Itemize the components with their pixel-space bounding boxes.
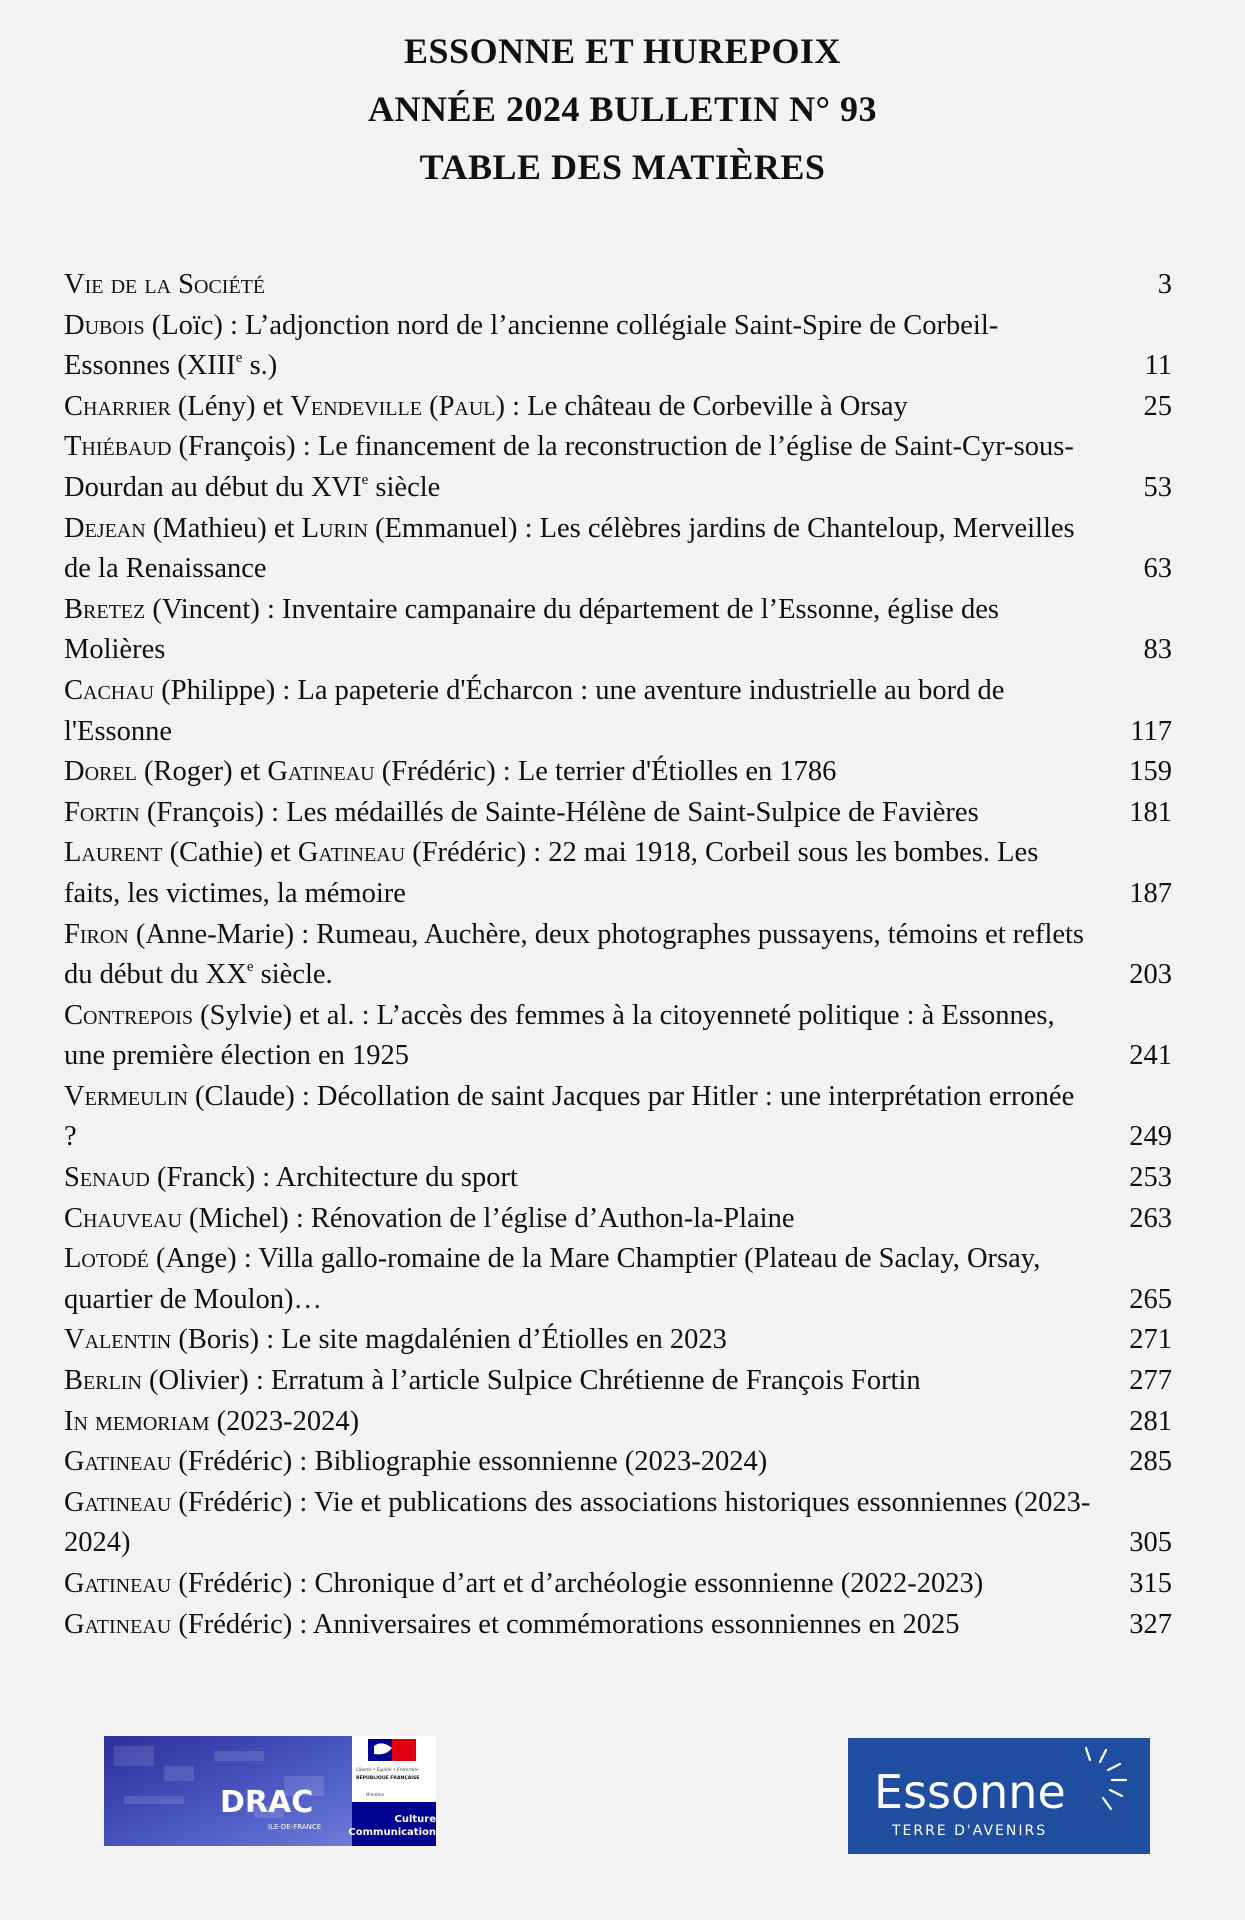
- toc-page-number: 63: [1143, 553, 1172, 585]
- toc-page-number: 187: [1129, 877, 1172, 909]
- toc-entry: [64, 1564, 1172, 1605]
- toc-title-part: (Anne-Marie) : Rumeau, Auchère, deux photographes pussayens, témoins et reflets du début du XX: [64, 918, 1085, 991]
- toc-title-part: (Ange) : Villa gallo-romaine de la Mare Champtier (Plateau de Saclay, Orsay, quartier de Moulon)…: [64, 1243, 1041, 1315]
- toc-author: Firon: [64, 918, 129, 950]
- toc-page-number: 253: [1129, 1162, 1172, 1194]
- drac-ministry: Ministère: [366, 1792, 385, 1797]
- toc-title-part: (Boris) : Le site magdalénien d’Étiolles en 2023: [171, 1324, 727, 1356]
- toc-page-number: 25: [1143, 390, 1172, 422]
- toc-author: Gatineau: [64, 1486, 172, 1518]
- toc-author: Berlin: [64, 1365, 142, 1397]
- toc-page-number: 203: [1129, 959, 1172, 991]
- toc-page-number: 249: [1129, 1121, 1172, 1153]
- toc-page-number: 285: [1129, 1446, 1172, 1478]
- toc-author: Gatineau: [64, 1608, 172, 1640]
- toc-title-part: e: [235, 350, 243, 367]
- toc-entry-text: [64, 671, 1112, 752]
- toc-entry-text: [64, 387, 1112, 428]
- toc-author: Gatineau: [297, 837, 406, 869]
- toc-entry: [64, 1239, 1172, 1320]
- toc-title-part: (François) : Le financement de la reconstruction de l’église de Saint-Cyr-sous-Dourdan au début du XVI: [64, 431, 1074, 503]
- toc-entry: [64, 915, 1172, 996]
- toc-author: Vie de la Société: [64, 269, 266, 300]
- drac-communication: Communication: [348, 1827, 436, 1838]
- toc-entry: [64, 306, 1172, 387]
- toc-entry: [64, 752, 1172, 793]
- toc-page-number: 327: [1129, 1608, 1172, 1640]
- toc-title-part: (Lény) et: [170, 390, 291, 422]
- toc-page-number: 281: [1129, 1405, 1172, 1437]
- toc-entry: [64, 1320, 1172, 1361]
- toc-author: Charrier: [64, 390, 171, 422]
- toc-author: Dejean: [64, 512, 146, 544]
- table-of-contents: [64, 265, 1172, 1645]
- toc-author: Thiébaud: [64, 431, 172, 463]
- toc-entry: [64, 1402, 1172, 1443]
- issue-line: ANNÉE 2024 BULLETIN N° 93: [368, 89, 877, 129]
- toc-entry: [64, 833, 1172, 914]
- toc-entry-text: [64, 833, 1112, 914]
- toc-entry-text: [64, 509, 1112, 590]
- logo-bar: [0, 1736, 1245, 1846]
- toc-author: Bretez: [64, 593, 146, 625]
- drac-wordmark: DRAC: [220, 1785, 314, 1820]
- toc-author: Valentin: [64, 1324, 172, 1356]
- toc-entry-text: [64, 1605, 1112, 1646]
- toc-entry: [64, 1361, 1172, 1402]
- toc-title-part: (Frédéric) : Anniversaires et commémorations essonniennes en 2025: [171, 1608, 960, 1640]
- drac-culture: Culture: [394, 1814, 436, 1825]
- toc-entry-text: [64, 427, 1112, 508]
- toc-entry-text: [64, 306, 1112, 387]
- toc-entry-text: [64, 1077, 1112, 1158]
- toc-entry: [64, 671, 1172, 752]
- toc-page-number: 117: [1130, 715, 1172, 747]
- toc-entry-text: [64, 996, 1112, 1077]
- toc-author: Dorel: [64, 756, 137, 788]
- essonne-wordmark: Essonne: [874, 1765, 1066, 1819]
- essonne-tagline: TERRE D'AVENIRS: [892, 1823, 1048, 1839]
- toc-entry: [64, 1077, 1172, 1158]
- toc-entry: [64, 1605, 1172, 1646]
- toc-author: Chauveau: [64, 1202, 182, 1234]
- toc-title-part: (Philippe) : La papeterie d'Écharcon : une aventure industrielle au bord de l'Essonne: [64, 674, 1005, 747]
- toc-title-part: siècle.: [253, 959, 333, 991]
- toc-entry: [64, 590, 1172, 671]
- toc-title-part: (Claude) : Décollation de saint Jacques par Hitler : une interprétation erronée ?: [64, 1080, 1075, 1153]
- toc-title-part: (Frédéric) : Bibliographie essonnienne (2023-2024): [171, 1446, 768, 1478]
- toc-title-part: (Frédéric) : Vie et publications des associations historiques essonniennes (2023-2024): [64, 1486, 1091, 1559]
- toc-page-number: 263: [1129, 1202, 1172, 1234]
- toc-entry: [64, 996, 1172, 1077]
- toc-page-number: 181: [1129, 796, 1172, 828]
- toc-title-part: (: [421, 390, 439, 422]
- toc-entry-text: [64, 1483, 1112, 1564]
- toc-author: Gatineau: [267, 756, 375, 788]
- toc-author: Paul: [438, 390, 496, 422]
- toc-author: Senaud: [64, 1162, 150, 1194]
- toc-author: In memoriam: [64, 1405, 210, 1437]
- document-header: [0, 22, 1245, 196]
- toc-entry: [64, 793, 1172, 834]
- toc-title-part: (Frédéric) : 22 mai 1918, Corbeil sous les bombes. Les faits, les victimes, la mémoire: [64, 837, 1039, 909]
- toc-page-number: 265: [1129, 1283, 1172, 1315]
- toc-entry-text: [64, 1361, 1112, 1402]
- toc-entry-text: [64, 1158, 1112, 1199]
- toc-title-part: (Mathieu) et: [145, 512, 302, 544]
- toc-page-number: 83: [1143, 634, 1172, 666]
- toc-title-part: s.): [242, 350, 278, 382]
- drac-motto: Liberté • Égalité • Fraternité: [356, 1767, 419, 1772]
- toc-entry-text: [64, 793, 1112, 834]
- toc-author: Dubois: [64, 309, 145, 341]
- toc-title-part: (Emmanuel) : Les célèbres jardins de Chanteloup, Merveilles de la Renaissance: [64, 512, 1075, 585]
- toc-title-part: (François) : Les médaillés de Sainte-Hélène de Saint-Sulpice de Favières: [139, 796, 979, 828]
- toc-entry: [64, 387, 1172, 428]
- toc-title-part: (Frédéric) : Le terrier d'Étiolles en 1786: [374, 756, 837, 788]
- toc-title-part: e: [246, 959, 254, 976]
- toc-entry: [64, 1442, 1172, 1483]
- toc-heading: TABLE DES MATIÈRES: [419, 147, 826, 187]
- toc-entry-text: [64, 1199, 1112, 1240]
- toc-page-number: 305: [1129, 1527, 1172, 1559]
- toc-entry: [64, 265, 1172, 306]
- toc-title-part: (Olivier) : Erratum à l’article Sulpice Chrétienne de François Fortin: [141, 1365, 921, 1397]
- toc-title-part: (Loïc) : L’adjonction nord de l’ancienne collégiale Saint-Spire de Corbeil-Essonnes (XIII: [64, 309, 999, 382]
- toc-page-number: 277: [1129, 1365, 1172, 1397]
- toc-title-part: (Roger) et: [136, 756, 268, 788]
- drac-republic: RÉPUBLIQUE FRANÇAISE: [356, 1776, 420, 1781]
- essonne-logo: [848, 1738, 1150, 1854]
- toc-author: Gatineau: [64, 1568, 172, 1599]
- toc-title-part: (2023-2024): [209, 1405, 360, 1437]
- toc-title-part: (Franck) : Architecture du sport: [149, 1162, 518, 1194]
- toc-page-number: 159: [1129, 756, 1172, 788]
- toc-title-part: (Sylvie) et al. : L’accès des femmes à la citoyenneté politique : à Essonnes, une première élection en 1925: [64, 999, 1055, 1072]
- toc-author: Laurent: [64, 837, 163, 869]
- toc-title-part: (Michel) : Rénovation de l’église d’Authon-la-Plaine: [181, 1202, 795, 1234]
- toc-title-part: siècle: [368, 471, 441, 503]
- toc-entry-text: [64, 590, 1112, 671]
- toc-entry-text: [64, 1402, 1112, 1443]
- toc-entry: [64, 1199, 1172, 1240]
- toc-title-part: (Frédéric) : Chronique d’art et d’archéologie essonnienne (2022-2023): [171, 1568, 984, 1599]
- toc-author: Cachau: [64, 674, 155, 706]
- toc-entry-text: [64, 1442, 1112, 1483]
- toc-entry: [64, 1483, 1172, 1564]
- toc-entry-text: [64, 265, 1112, 306]
- toc-entry-text: [64, 1320, 1112, 1361]
- toc-title-part: (Vincent) : Inventaire campanaire du département de l’Essonne, église des Molières: [64, 593, 999, 666]
- toc-title-part: e: [361, 471, 369, 488]
- toc-entry-text: [64, 1564, 1112, 1605]
- toc-entry-text: [64, 1239, 1112, 1320]
- toc-page-number: 53: [1143, 471, 1172, 503]
- toc-page-number: 271: [1129, 1324, 1172, 1356]
- toc-page-number: 241: [1129, 1040, 1172, 1072]
- toc-author: Vendeville: [290, 390, 422, 422]
- toc-author: Contrepois: [64, 999, 194, 1031]
- toc-author: Gatineau: [64, 1446, 172, 1478]
- toc-page-number: 11: [1144, 350, 1172, 382]
- toc-page-number: 315: [1129, 1568, 1172, 1599]
- drac-logo: [104, 1736, 436, 1846]
- toc-page-number: 3: [1157, 269, 1172, 300]
- toc-author: Lotodé: [64, 1243, 149, 1275]
- toc-entry: [64, 509, 1172, 590]
- toc-entry: [64, 1158, 1172, 1199]
- toc-title-part: ) : Le château de Corbeville à Orsay: [495, 390, 908, 422]
- toc-title-part: (Cathie) et: [162, 837, 298, 869]
- toc-entry-text: [64, 752, 1112, 793]
- toc-entry: [64, 427, 1172, 508]
- toc-author: Fortin: [64, 796, 140, 828]
- toc-entry-text: [64, 915, 1112, 996]
- toc-author: Vermeulin: [64, 1080, 188, 1112]
- toc-author: Lurin: [301, 512, 368, 544]
- journal-title: ESSONNE ET HUREPOIX: [404, 31, 841, 71]
- drac-region: ILE-DE-FRANCE: [268, 1823, 322, 1831]
